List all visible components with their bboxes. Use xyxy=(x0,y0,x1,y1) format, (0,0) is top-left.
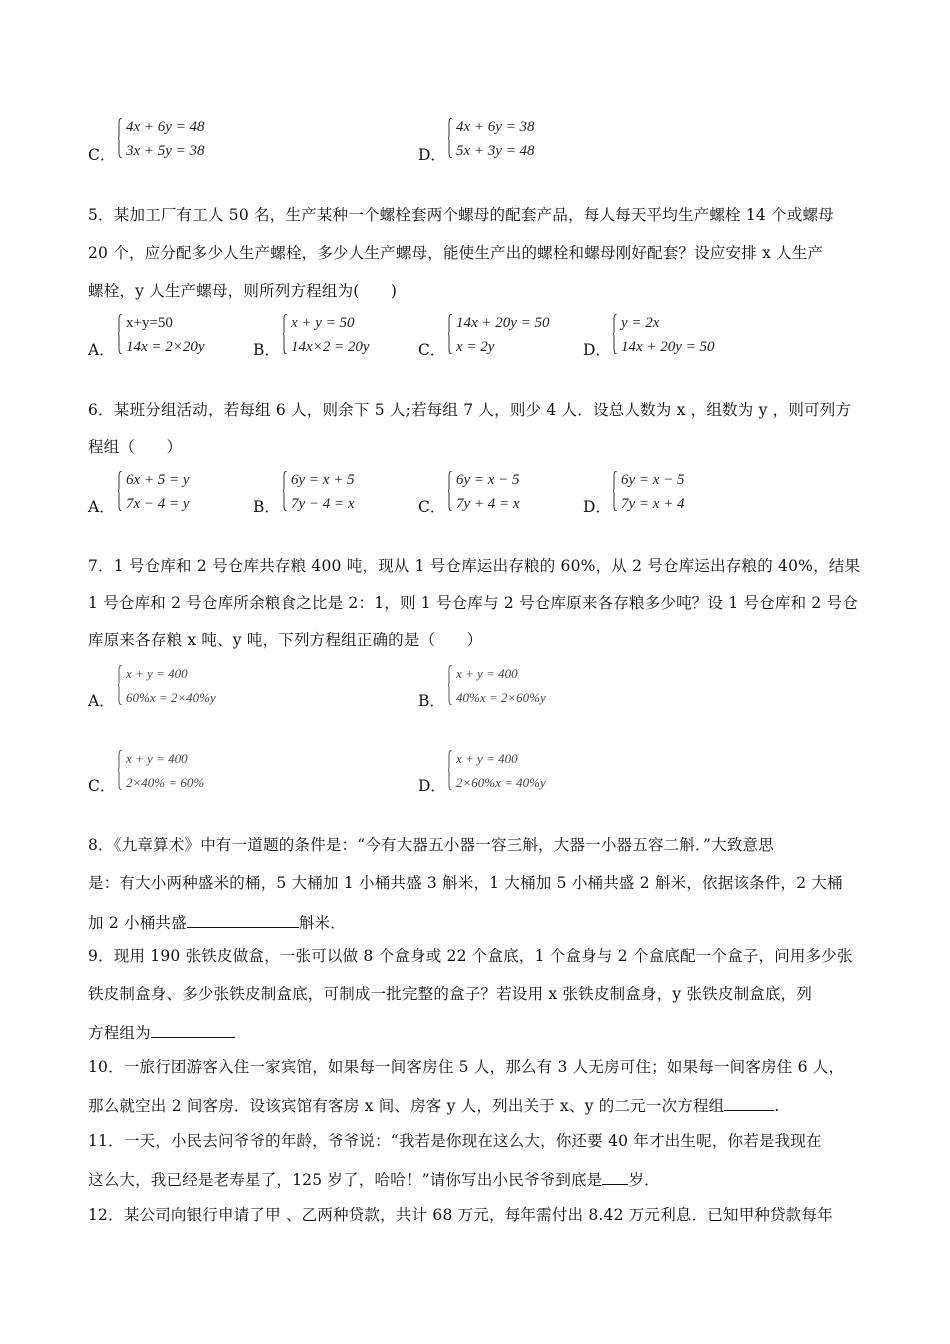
question-text: 铁皮制盒身、多少张铁皮制盒底，可制成一批完整的盒子？若设用 x 张铁皮制盒身，y 张铁皮制盒底，列 xyxy=(88,985,813,1003)
equation-2: x = 2y xyxy=(456,339,495,355)
equation-2: 5x + 3y = 48 xyxy=(456,143,535,159)
option-letter: D． xyxy=(583,341,611,359)
brace-icon xyxy=(448,471,453,511)
equation-2: 7y + 4 = x xyxy=(456,496,520,512)
equation-2: 14x×2 = 20y xyxy=(291,339,370,355)
question-text xyxy=(88,1021,235,1043)
question-text xyxy=(88,1168,660,1190)
equation-system xyxy=(118,116,268,162)
equation-1: 6y = x − 5 xyxy=(621,472,685,488)
question-text: 10．一旅行团游客入住一家宾馆，如果每一间客房住 5 人，那么有 3 人无房可住；如果每一间客房住 6 人， xyxy=(88,1058,845,1076)
question-text-segment: 那么就空出 2 间客房．设该宾馆有客房 x 间、房客 y 人，列出关于 x、y 的二元一次方程组 xyxy=(88,1097,725,1115)
option-letter: D． xyxy=(418,777,446,795)
equation-system xyxy=(448,663,598,709)
brace-icon xyxy=(613,471,618,511)
brace-icon xyxy=(613,314,618,354)
option-letter: C． xyxy=(88,146,116,164)
equation-2: 7y − 4 = x xyxy=(291,496,355,512)
brace-icon xyxy=(118,118,123,158)
option-letter: D． xyxy=(583,498,611,516)
question-text: 11．一天，小民去问爷爷的年龄，爷爷说：“我若是你现在这么大，你还要 40 年才出生呢，你若是我现在 xyxy=(88,1132,822,1150)
equation-2: 7x − 4 = y xyxy=(126,496,190,512)
equation-2: 40%x = 2×60%y xyxy=(456,690,546,705)
brace-icon xyxy=(118,314,123,354)
question-text: 1 号仓库和 2 号仓库所余粮食之比是 2：1，则 1 号仓库与 2 号仓库原来各存粮多少吨？设 1 号仓库和 2 号仓 xyxy=(88,594,859,612)
equation-2: 60%x = 2×40%y xyxy=(126,690,216,705)
equation-2: 3x + 5y = 38 xyxy=(126,143,205,159)
equation-1: 14x + 20y = 50 xyxy=(456,315,550,331)
question-text: 程组（ ） xyxy=(88,438,183,456)
question-text: 6．某班分组活动，若每组 6 人，则余下 5 人;若每组 7 人，则少 4 人．设总人数为 x ，组数为 y ，则可列方 xyxy=(88,401,852,419)
question-text: 20 个，应分配多少人生产螺栓，多少人生产螺母，能使生产出的螺栓和螺母刚好配套？设应安排 x 人生产 xyxy=(88,244,824,262)
equation-system xyxy=(283,312,433,358)
question-text: 7．1 号仓库和 2 号仓库共存粮 400 吨，现从 1 号仓库运出存粮的 60%，从 2 号仓库运出存粮的 40%，结果 xyxy=(88,557,861,575)
question-text: 是：有大小两种盛米的桶，5 大桶加 1 小桶共盛 3 斛米，1 大桶加 5 小桶共盛 2 斛米，依据该条件，2 大桶 xyxy=(88,874,843,892)
option-letter: A． xyxy=(88,498,115,516)
question-text-segment: 这么大，我已经是老寿星了，125 岁了，哈哈！”请你写出小民爷爷到底是 xyxy=(88,1171,603,1189)
equation-system xyxy=(613,312,763,358)
answer-blank[interactable] xyxy=(602,1168,628,1185)
question-text: 螺栓，y 人生产螺母，则所列方程组为( ) xyxy=(88,282,398,300)
option-letter: C． xyxy=(418,498,446,516)
question-text: 库原来各存粮 x 吨、y 吨，下列方程组正确的是（ ） xyxy=(88,631,483,649)
equation-system xyxy=(118,312,268,358)
equation-system xyxy=(118,663,268,709)
brace-icon xyxy=(118,471,123,511)
question-text xyxy=(88,1094,780,1116)
equation-system xyxy=(118,748,268,794)
question-text xyxy=(88,911,346,933)
equation-system xyxy=(448,469,598,515)
answer-blank[interactable] xyxy=(151,1021,235,1038)
brace-icon xyxy=(448,750,453,790)
equation-system xyxy=(283,469,433,515)
brace-icon xyxy=(283,314,288,354)
equation-1: x + y = 50 xyxy=(291,315,355,331)
equation-system xyxy=(448,748,598,794)
question-text-segment: 斛米． xyxy=(298,914,346,932)
brace-icon xyxy=(118,665,123,705)
equation-1: 4x + 6y = 48 xyxy=(126,119,205,135)
question-text-segment: 岁． xyxy=(628,1171,660,1189)
option-letter: B． xyxy=(253,341,280,359)
equation-system xyxy=(118,469,268,515)
equation-2: 14x + 20y = 50 xyxy=(621,339,715,355)
question-text: 8．《九章算术》中有一道题的条件是：“今有大器五小器一容三斛，大器一小器五容二斛．”大致意思 xyxy=(88,836,774,854)
equation-2: 2×40% = 60% xyxy=(126,775,205,790)
brace-icon xyxy=(448,314,453,354)
equation-2: 2×60%x = 40%y xyxy=(456,775,546,790)
option-letter: C． xyxy=(418,341,446,359)
equation-1: 6y = x − 5 xyxy=(456,472,520,488)
equation-1: 6y = x + 5 xyxy=(291,472,355,488)
option-letter: C． xyxy=(88,777,116,795)
answer-blank[interactable] xyxy=(187,911,299,928)
equation-1: x + y = 400 xyxy=(126,666,188,681)
question-text-segment: 方程组为 xyxy=(88,1024,151,1042)
option-letter: B． xyxy=(418,692,445,710)
equation-2: 14x = 2×20y xyxy=(126,339,205,355)
equation-system xyxy=(448,116,598,162)
equation-system xyxy=(448,312,598,358)
option-letter: A． xyxy=(88,341,115,359)
option-letter: B． xyxy=(253,498,280,516)
brace-icon xyxy=(448,118,453,158)
equation-1: 6x + 5 = y xyxy=(126,472,190,488)
option-letter: A． xyxy=(88,692,115,710)
equation-1: y = 2x xyxy=(621,315,660,331)
equation-1: x + y = 400 xyxy=(456,666,518,681)
brace-icon xyxy=(283,471,288,511)
equation-1: x+y=50 xyxy=(126,315,173,331)
brace-icon xyxy=(448,665,453,705)
question-text: 12．某公司向银行申请了甲 、乙两种贷款，共计 68 万元，每年需付出 8.42 万元利息．已知甲种贷款每年 xyxy=(88,1206,833,1224)
equation-1: 4x + 6y = 38 xyxy=(456,119,535,135)
brace-icon xyxy=(118,750,123,790)
equation-1: x + y = 400 xyxy=(456,751,518,766)
question-text-segment: . xyxy=(774,1097,780,1115)
question-text-segment: 加 2 小桶共盛 xyxy=(88,914,187,932)
equation-system xyxy=(613,469,763,515)
option-letter: D． xyxy=(418,146,446,164)
equation-1: x + y = 400 xyxy=(126,751,188,766)
question-text: 5．某加工厂有工人 50 名，生产某种一个螺栓套两个螺母的配套产品，每人每天平均生产螺栓 14 个或螺母 xyxy=(88,206,834,224)
answer-blank[interactable] xyxy=(724,1094,774,1111)
question-text: 9．现用 190 张铁皮做盒，一张可以做 8 个盒身或 22 个盒底，1 个盒身与 2 个盒底配一个盒子，问用多少张 xyxy=(88,947,853,965)
equation-2: 7y = x + 4 xyxy=(621,496,685,512)
